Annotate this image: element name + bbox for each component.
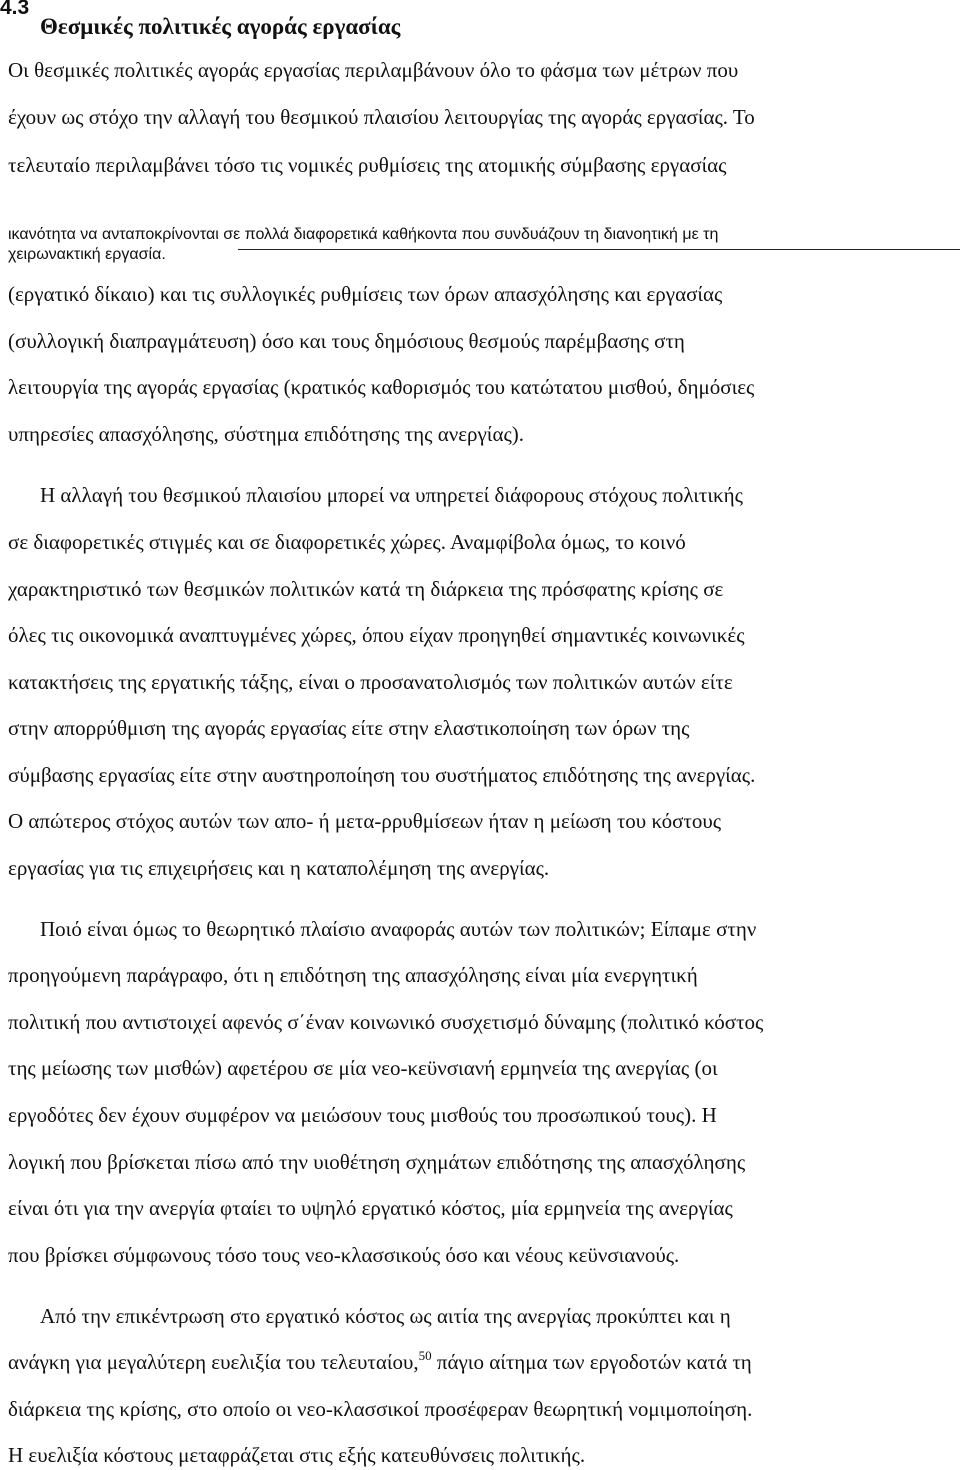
paragraph-2-line-1: Η αλλαγή του θεσμικού πλαισίου μπορεί να υπηρετεί διάφορους στόχους πολιτικής <box>40 483 743 507</box>
paragraph-1-line-6: λειτουργία της αγοράς εργασίας (κρατικός καθορισμός του κατώτατου μισθού, δημόσιες <box>8 375 755 399</box>
paragraph-2-line-9: εργασίας για τις επιχειρήσεις και η καταπολέμηση της ανεργίας. <box>8 856 550 880</box>
paragraph-3-line-4: της μείωσης των μισθών) αφετέρου σε μία νεο-κεϋνσιανή ερμηνεία της ανεργίας (οι <box>8 1056 718 1080</box>
paragraph-1-line-2: έχουν ως στόχο την αλλαγή του θεσμικού πλαισίου λειτουργίας της αγοράς εργασίας. Το <box>8 105 755 129</box>
paragraph-1-line-4: (εργατικό δίκαιο) και τις συλλογικές ρυθμίσεις των όρων απασχόλησης και εργασίας <box>8 282 723 306</box>
paragraph-3-line-3: πολιτική που αντιστοιχεί αφενός σ΄έναν κοινωνικό συσχετισμό δύναμης (πολιτικό κόστος <box>8 1010 764 1034</box>
paragraph-2-line-5: κατακτήσεις της εργατικής τάξης, είναι ο προσανατολισμός των πολιτικών αυτών είτε <box>8 670 733 694</box>
section-number: 4.3 <box>0 0 30 19</box>
overlay-text-line-2: χειρωνακτική εργασία. <box>8 246 166 263</box>
paragraph-2-line-8: Ο απώτερος στόχος αυτών των απο- ή μετα-ρρυθμίσεων ήταν η μείωση του κόστους <box>8 809 722 833</box>
paragraph-4-line-1: Από την επικέντρωση στο εργατικό κόστος ως αιτία της ανεργίας προκύπτει και η <box>40 1304 731 1328</box>
paragraph-1-line-1: Οι θεσμικές πολιτικές αγοράς εργασίας περιλαμβάνουν όλο το φάσμα των μέτρων που <box>8 58 739 82</box>
paragraph-4-line-2-text: ανάγκη για μεγαλύτερη ευελιξία του τελευταίου, <box>8 1350 419 1374</box>
section-title: Θεσμικές πολιτικές αγοράς εργασίας <box>40 14 401 39</box>
footnote-reference[interactable]: 50 <box>418 1348 432 1363</box>
paragraph-2-line-3: χαρακτηριστικό των θεσμικών πολιτικών κατά τη διάρκεια της πρόσφατης κρίσης σε <box>8 577 724 601</box>
paragraph-3-line-6: λογική που βρίσκεται πίσω από την υιοθέτηση σχημάτων επιδότησης της απασχόλησης <box>8 1150 746 1174</box>
paragraph-1-line-7: υπηρεσίες απασχόλησης, σύστημα επιδότησης της ανεργίας). <box>8 422 525 446</box>
paragraph-2-line-6: στην απορρύθμιση της αγοράς εργασίας είτε στην ελαστικοποίηση των όρων της <box>8 716 690 740</box>
paragraph-2-line-2: σε διαφορετικές στιγμές και σε διαφορετικές χώρες. Αναμφίβολα όμως, το κοινό <box>8 530 686 554</box>
paragraph-4-line-4: Η ευελιξία κόστους μεταφράζεται στις εξής κατευθύνσεις πολιτικής. <box>8 1443 586 1467</box>
paragraph-2-line-7: σύμβασης εργασίας είτε στην αυστηροποίηση του συστήματος επιδότησης της ανεργίας. <box>8 763 756 787</box>
paragraph-3-line-7: είναι ότι για την ανεργία φταίει το υψηλό εργατικό κόστος, μία ερμηνεία της ανεργίας <box>8 1196 733 1220</box>
paragraph-1-line-5: (συλλογική διαπραγμάτευση) όσο και τους δημόσιους θεσμούς παρέμβασης στη <box>8 329 685 353</box>
paragraph-3-line-5: εργοδότες δεν έχουν συμφέρον να μειώσουν τους μισθούς του προσωπικού τους). Η <box>8 1103 717 1127</box>
paragraph-3-line-8: που βρίσκει σύμφωνους τόσο τους νεο-κλασσικούς όσο και νέους κεϋνσιανούς. <box>8 1243 680 1267</box>
paragraph-4-line-2-tail: πάγιο αίτημα των εργοδοτών κατά τη <box>431 1350 752 1374</box>
overlay-rule <box>238 249 960 250</box>
paragraph-4-line-3: διάρκεια της κρίσης, στο οποίο οι νεο-κλασσικοί προσέφεραν θεωρητική νομιμοποίηση. <box>8 1397 753 1421</box>
overlay-text-line-1: ικανότητα να ανταποκρίνονται σε πολλά διαφορετικά καθήκοντα που συνδυάζουν τη διανοητική με τη <box>8 226 719 243</box>
paragraph-1-line-3: τελευταίο περιλαμβάνει τόσο τις νομικές ρυθμίσεις της ατομικής σύμβασης εργασίας <box>8 153 727 177</box>
paragraph-4-line-2 <box>8 1348 752 1376</box>
paragraph-3-line-2: προηγούμενη παράγραφο, ότι η επιδότηση της απασχόλησης είναι μία ενεργητική <box>8 963 698 987</box>
paragraph-3-line-1: Ποιό είναι όμως το θεωρητικό πλαίσιο αναφοράς αυτών των πολιτικών; Είπαμε στην <box>40 917 757 941</box>
paragraph-2-line-4: όλες τις οικονομικά αναπτυγμένες χώρες, όπου είχαν προηγηθεί σημαντικές κοινωνικές <box>8 623 745 647</box>
